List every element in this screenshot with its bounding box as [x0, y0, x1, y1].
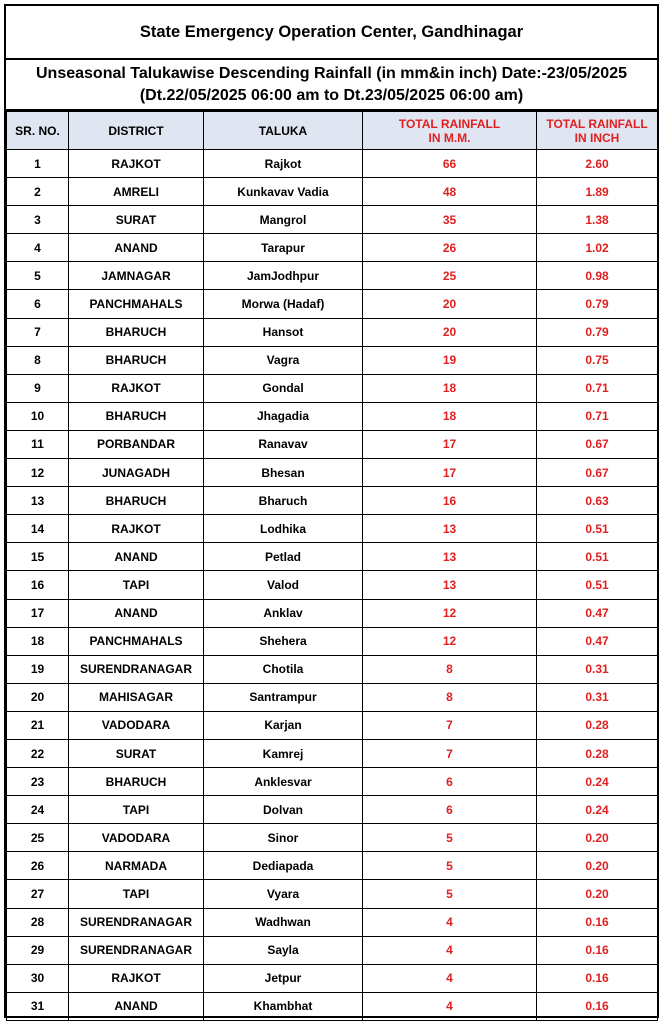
- cell-rainfall-mm: 4: [363, 992, 537, 1020]
- cell-district: RAJKOT: [69, 374, 204, 402]
- table-row: [7, 824, 658, 852]
- cell-district: SURENDRANAGAR: [69, 655, 204, 683]
- cell-rainfall-inch: 0.31: [537, 683, 658, 711]
- cell-sr-no: 27: [7, 880, 69, 908]
- cell-district: SURENDRANAGAR: [69, 908, 204, 936]
- cell-sr-no: 12: [7, 459, 69, 487]
- cell-sr-no: 20: [7, 683, 69, 711]
- cell-taluka: Vagra: [204, 346, 363, 374]
- table-row: [7, 150, 658, 178]
- cell-rainfall-inch: 0.75: [537, 346, 658, 374]
- table-row: [7, 599, 658, 627]
- table-body: [7, 150, 658, 1021]
- cell-taluka: Sinor: [204, 824, 363, 852]
- cell-rainfall-inch: 1.38: [537, 206, 658, 234]
- cell-district: TAPI: [69, 796, 204, 824]
- cell-sr-no: 18: [7, 627, 69, 655]
- cell-rainfall-mm: 20: [363, 318, 537, 346]
- table-row: [7, 908, 658, 936]
- cell-district: ANAND: [69, 234, 204, 262]
- cell-rainfall-mm: 6: [363, 768, 537, 796]
- cell-taluka: Dolvan: [204, 796, 363, 824]
- cell-rainfall-inch: 0.20: [537, 824, 658, 852]
- cell-rainfall-inch: 1.02: [537, 234, 658, 262]
- rainfall-report-sheet: [4, 4, 659, 1018]
- cell-taluka: Petlad: [204, 543, 363, 571]
- cell-district: BHARUCH: [69, 487, 204, 515]
- table-row: [7, 430, 658, 458]
- cell-taluka: Bhesan: [204, 459, 363, 487]
- cell-district: BHARUCH: [69, 402, 204, 430]
- report-title: State Emergency Operation Center, Gandhinagar: [6, 6, 657, 60]
- col-header-rainfall-inch-line2: IN INCH: [574, 130, 620, 145]
- cell-district: PORBANDAR: [69, 430, 204, 458]
- table-row: [7, 402, 658, 430]
- cell-rainfall-inch: 0.20: [537, 880, 658, 908]
- table-row: [7, 627, 658, 655]
- cell-taluka: Jhagadia: [204, 402, 363, 430]
- table-row: [7, 234, 658, 262]
- cell-rainfall-mm: 18: [363, 374, 537, 402]
- cell-sr-no: 7: [7, 318, 69, 346]
- cell-taluka: Gondal: [204, 374, 363, 402]
- cell-taluka: Lodhika: [204, 515, 363, 543]
- table-row: [7, 796, 658, 824]
- col-header-rainfall-inch: [537, 112, 658, 150]
- cell-district: RAJKOT: [69, 515, 204, 543]
- cell-sr-no: 25: [7, 824, 69, 852]
- cell-district: VADODARA: [69, 711, 204, 739]
- cell-sr-no: 11: [7, 430, 69, 458]
- table-row: [7, 346, 658, 374]
- cell-rainfall-mm: 5: [363, 824, 537, 852]
- cell-sr-no: 21: [7, 711, 69, 739]
- cell-sr-no: 29: [7, 936, 69, 964]
- cell-rainfall-inch: 2.60: [537, 150, 658, 178]
- cell-rainfall-inch: 0.20: [537, 852, 658, 880]
- cell-rainfall-inch: 0.51: [537, 515, 658, 543]
- cell-rainfall-mm: 13: [363, 543, 537, 571]
- table-row: [7, 206, 658, 234]
- cell-rainfall-inch: 0.98: [537, 262, 658, 290]
- cell-district: SURENDRANAGAR: [69, 936, 204, 964]
- cell-taluka: Hansot: [204, 318, 363, 346]
- cell-taluka: Valod: [204, 571, 363, 599]
- table-row: [7, 992, 658, 1020]
- cell-taluka: Wadhwan: [204, 908, 363, 936]
- cell-district: ANAND: [69, 992, 204, 1020]
- table-header: [7, 112, 658, 150]
- cell-district: NARMADA: [69, 852, 204, 880]
- table-row: [7, 936, 658, 964]
- cell-taluka: Anklav: [204, 599, 363, 627]
- cell-sr-no: 31: [7, 992, 69, 1020]
- cell-rainfall-inch: 0.16: [537, 964, 658, 992]
- cell-sr-no: 1: [7, 150, 69, 178]
- cell-rainfall-inch: 0.79: [537, 290, 658, 318]
- cell-district: MAHISAGAR: [69, 683, 204, 711]
- report-subtitle: [6, 60, 657, 111]
- cell-rainfall-inch: 0.67: [537, 430, 658, 458]
- cell-taluka: Chotila: [204, 655, 363, 683]
- col-header-taluka: TALUKA: [204, 112, 363, 150]
- cell-rainfall-inch: 1.89: [537, 178, 658, 206]
- table-row: [7, 262, 658, 290]
- cell-rainfall-mm: 6: [363, 796, 537, 824]
- cell-sr-no: 24: [7, 796, 69, 824]
- cell-rainfall-mm: 7: [363, 739, 537, 767]
- cell-district: PANCHMAHALS: [69, 290, 204, 318]
- cell-district: BHARUCH: [69, 318, 204, 346]
- cell-rainfall-mm: 48: [363, 178, 537, 206]
- cell-sr-no: 22: [7, 739, 69, 767]
- table-row: [7, 515, 658, 543]
- cell-rainfall-inch: 0.67: [537, 459, 658, 487]
- cell-rainfall-inch: 0.51: [537, 543, 658, 571]
- cell-district: BHARUCH: [69, 768, 204, 796]
- cell-rainfall-mm: 35: [363, 206, 537, 234]
- cell-district: RAJKOT: [69, 964, 204, 992]
- cell-rainfall-inch: 0.47: [537, 599, 658, 627]
- cell-sr-no: 15: [7, 543, 69, 571]
- cell-taluka: Tarapur: [204, 234, 363, 262]
- cell-sr-no: 8: [7, 346, 69, 374]
- table-row: [7, 852, 658, 880]
- cell-taluka: Mangrol: [204, 206, 363, 234]
- cell-rainfall-mm: 4: [363, 936, 537, 964]
- cell-rainfall-mm: 12: [363, 627, 537, 655]
- cell-rainfall-mm: 25: [363, 262, 537, 290]
- table-row: [7, 880, 658, 908]
- table-row: [7, 487, 658, 515]
- cell-sr-no: 17: [7, 599, 69, 627]
- cell-taluka: Kunkavav Vadia: [204, 178, 363, 206]
- cell-district: JUNAGADH: [69, 459, 204, 487]
- cell-rainfall-mm: 18: [363, 402, 537, 430]
- table-row: [7, 711, 658, 739]
- cell-rainfall-inch: 0.63: [537, 487, 658, 515]
- table-row: [7, 459, 658, 487]
- cell-sr-no: 28: [7, 908, 69, 936]
- cell-rainfall-mm: 66: [363, 150, 537, 178]
- cell-rainfall-mm: 8: [363, 683, 537, 711]
- cell-district: JAMNAGAR: [69, 262, 204, 290]
- header-row: [7, 112, 658, 150]
- table-row: [7, 374, 658, 402]
- cell-taluka: Karjan: [204, 711, 363, 739]
- cell-sr-no: 16: [7, 571, 69, 599]
- table-row: [7, 739, 658, 767]
- cell-taluka: Dediapada: [204, 852, 363, 880]
- cell-district: PANCHMAHALS: [69, 627, 204, 655]
- cell-sr-no: 30: [7, 964, 69, 992]
- table-row: [7, 768, 658, 796]
- cell-taluka: Anklesvar: [204, 768, 363, 796]
- col-header-district: DISTRICT: [69, 112, 204, 150]
- col-header-rainfall-mm-line2: IN M.M.: [428, 130, 471, 145]
- cell-rainfall-mm: 13: [363, 515, 537, 543]
- cell-rainfall-inch: 0.71: [537, 374, 658, 402]
- cell-district: AMRELI: [69, 178, 204, 206]
- cell-taluka: Sayla: [204, 936, 363, 964]
- cell-district: ANAND: [69, 599, 204, 627]
- cell-rainfall-inch: 0.28: [537, 739, 658, 767]
- cell-rainfall-inch: 0.16: [537, 992, 658, 1020]
- cell-district: TAPI: [69, 571, 204, 599]
- cell-rainfall-mm: 26: [363, 234, 537, 262]
- cell-district: ANAND: [69, 543, 204, 571]
- cell-taluka: Shehera: [204, 627, 363, 655]
- cell-rainfall-mm: 17: [363, 459, 537, 487]
- col-header-rainfall-inch-line1: TOTAL RAINFALL: [546, 116, 648, 131]
- cell-sr-no: 2: [7, 178, 69, 206]
- cell-rainfall-inch: 0.79: [537, 318, 658, 346]
- cell-rainfall-inch: 0.28: [537, 711, 658, 739]
- table-row: [7, 290, 658, 318]
- cell-rainfall-mm: 17: [363, 430, 537, 458]
- cell-rainfall-inch: 0.24: [537, 796, 658, 824]
- cell-rainfall-mm: 4: [363, 908, 537, 936]
- cell-taluka: Morwa (Hadaf): [204, 290, 363, 318]
- cell-taluka: Jetpur: [204, 964, 363, 992]
- cell-rainfall-mm: 12: [363, 599, 537, 627]
- cell-district: TAPI: [69, 880, 204, 908]
- report-subtitle-line2: (Dt.22/05/2025 06:00 am to Dt.23/05/2025 06:00 am): [139, 86, 524, 104]
- cell-rainfall-mm: 4: [363, 964, 537, 992]
- table-row: [7, 683, 658, 711]
- cell-sr-no: 10: [7, 402, 69, 430]
- cell-rainfall-mm: 19: [363, 346, 537, 374]
- cell-rainfall-inch: 0.51: [537, 571, 658, 599]
- col-header-rainfall-mm: [363, 112, 537, 150]
- cell-taluka: Bharuch: [204, 487, 363, 515]
- report-subtitle-line1: Unseasonal Talukawise Descending Rainfall (in mm&in inch) Date:-23/05/2025: [36, 64, 627, 82]
- cell-rainfall-inch: 0.16: [537, 908, 658, 936]
- cell-rainfall-inch: 0.31: [537, 655, 658, 683]
- cell-district: SURAT: [69, 206, 204, 234]
- cell-sr-no: 19: [7, 655, 69, 683]
- cell-rainfall-mm: 16: [363, 487, 537, 515]
- cell-taluka: Khambhat: [204, 992, 363, 1020]
- table-row: [7, 964, 658, 992]
- cell-sr-no: 9: [7, 374, 69, 402]
- cell-sr-no: 5: [7, 262, 69, 290]
- cell-district: VADODARA: [69, 824, 204, 852]
- cell-sr-no: 4: [7, 234, 69, 262]
- table-row: [7, 543, 658, 571]
- cell-taluka: Ranavav: [204, 430, 363, 458]
- cell-taluka: Santrampur: [204, 683, 363, 711]
- col-header-rainfall-mm-line1: TOTAL RAINFALL: [398, 116, 501, 131]
- cell-district: RAJKOT: [69, 150, 204, 178]
- table-row: [7, 178, 658, 206]
- table-row: [7, 318, 658, 346]
- cell-rainfall-mm: 5: [363, 852, 537, 880]
- cell-sr-no: 26: [7, 852, 69, 880]
- table-row: [7, 571, 658, 599]
- cell-taluka: Vyara: [204, 880, 363, 908]
- cell-taluka: Rajkot: [204, 150, 363, 178]
- cell-district: SURAT: [69, 739, 204, 767]
- cell-rainfall-mm: 5: [363, 880, 537, 908]
- cell-taluka: Kamrej: [204, 739, 363, 767]
- cell-sr-no: 23: [7, 768, 69, 796]
- cell-rainfall-inch: 0.24: [537, 768, 658, 796]
- rainfall-table: [6, 111, 658, 1021]
- cell-rainfall-mm: 13: [363, 571, 537, 599]
- cell-rainfall-inch: 0.16: [537, 936, 658, 964]
- cell-rainfall-mm: 8: [363, 655, 537, 683]
- table-row: [7, 655, 658, 683]
- cell-rainfall-inch: 0.71: [537, 402, 658, 430]
- cell-sr-no: 14: [7, 515, 69, 543]
- cell-rainfall-mm: 20: [363, 290, 537, 318]
- col-header-sr-no: SR. NO.: [7, 112, 69, 150]
- cell-rainfall-inch: 0.47: [537, 627, 658, 655]
- cell-taluka: JamJodhpur: [204, 262, 363, 290]
- cell-district: BHARUCH: [69, 346, 204, 374]
- cell-sr-no: 3: [7, 206, 69, 234]
- cell-sr-no: 6: [7, 290, 69, 318]
- cell-rainfall-mm: 7: [363, 711, 537, 739]
- cell-sr-no: 13: [7, 487, 69, 515]
